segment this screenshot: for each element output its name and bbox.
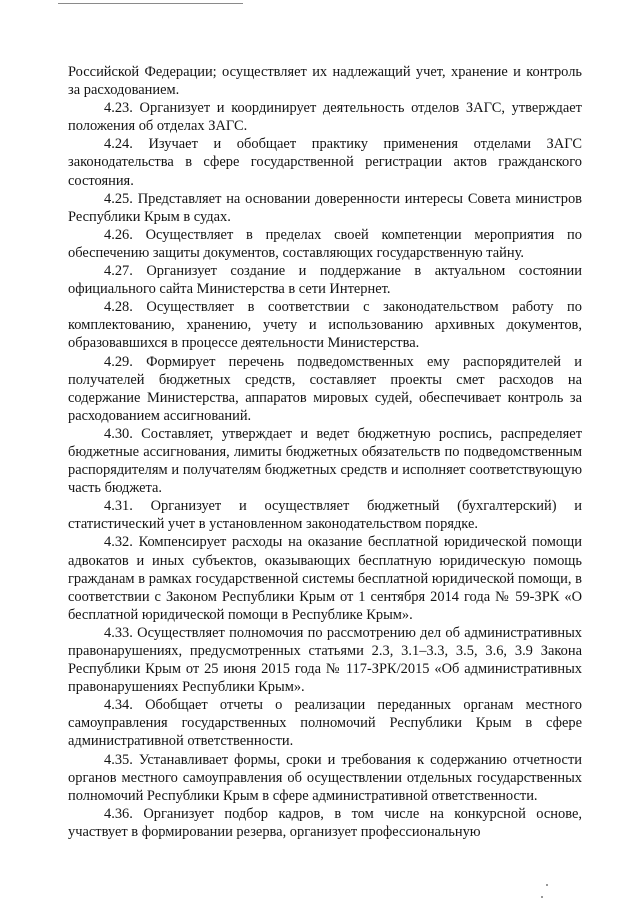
clause-4-34: 4.34. Обобщает отчеты о реализации переданных органам местного самоуправления государственных полномочий Республики Крым в сфере административной ответственности. (68, 697, 582, 750)
scan-edge-line (58, 3, 243, 4)
clause-4-29: 4.29. Формирует перечень подведомственных ему распорядителей и получателей бюджетных средств, составляет проекты смет расходов на содержание Министерства, аппаратов мировых судей, обеспечивает контроль за расходованием ассигнований. (68, 353, 582, 424)
clause-4-31: 4.31. Организует и осуществляет бюджетный (бухгалтерский) и статистический учет в установленном законодательством порядке. (68, 498, 582, 533)
clause-4-33: 4.33. Осуществляет полномочия по рассмотрению дел об административных правонарушениях, предусмотренных статьями 2.3, 3.1–3.3, 3.5, 3.6, 3.9 Закона Республики Крым от 25 июня 2015 года № 117-ЗРК/2015 «Об административных правонарушениях Республики Крым». (68, 624, 582, 696)
clause-4-35: 4.35. Устанавливает формы, сроки и требования к содержанию отчетности органов местного самоуправления об осуществлении отдельных государственных полномочий Республики Крым в сфере административной ответственности. (68, 751, 582, 804)
clause-4-27: 4.27. Организует создание и поддержание в актуальном состоянии официального сайта Министерства в сети Интернет. (68, 263, 582, 298)
clause-4-28: 4.28. Осуществляет в соответствии с законодательством работу по комплектованию, хранению, учету и использованию архивных документов, образовавшихся в процессе деятельности Министерства. (68, 299, 582, 352)
clause-4-23: 4.23. Организует и координирует деятельность отделов ЗАГС, утверждает положения об отделах ЗАГС. (68, 100, 582, 135)
clause-4-26: 4.26. Осуществляет в пределах своей компетенции мероприятия по обеспечению защиты документов, составляющих государственную тайну. (68, 226, 582, 261)
clause-4-30: 4.30. Составляет, утверждает и ведет бюджетную роспись, распределяет бюджетные ассигнования, лимиты бюджетных обязательств по подведомственным распорядителям и получателям бюджетных средств и исполняет соответствующую часть бюджета. (68, 425, 582, 497)
clause-4-32: 4.32. Компенсирует расходы на оказание бесплатной юридической помощи адвокатов и иных субъектов, оказывающих бесплатную юридическую помощь гражданам в рамках государственной системы бесплатной юридической помощи, в соответствии с Законом Республики Крым от 1 сентября 2014 года № 59-ЗРК «О бесплатной юридической помощи в Республике Крым». (68, 534, 582, 623)
scan-speck (541, 896, 543, 898)
clause-4-36: 4.36. Организует подбор кадров, в том числе на конкурсной основе, участвует в формировании резерва, организует профессиональную (68, 805, 582, 840)
clause-4-24: 4.24. Изучает и обобщает практику применения отделами ЗАГС законодательства в сфере государственной регистрации актов гражданского состояния. (68, 136, 582, 189)
scan-speck (546, 884, 548, 886)
clause-4-25: 4.25. Представляет на основании доверенности интересы Совета министров Республики Крым в судах. (68, 190, 582, 225)
paragraph-continuation: Российской Федерации; осуществляет их надлежащий учет, хранение и контроль за расходованием. (68, 64, 582, 99)
